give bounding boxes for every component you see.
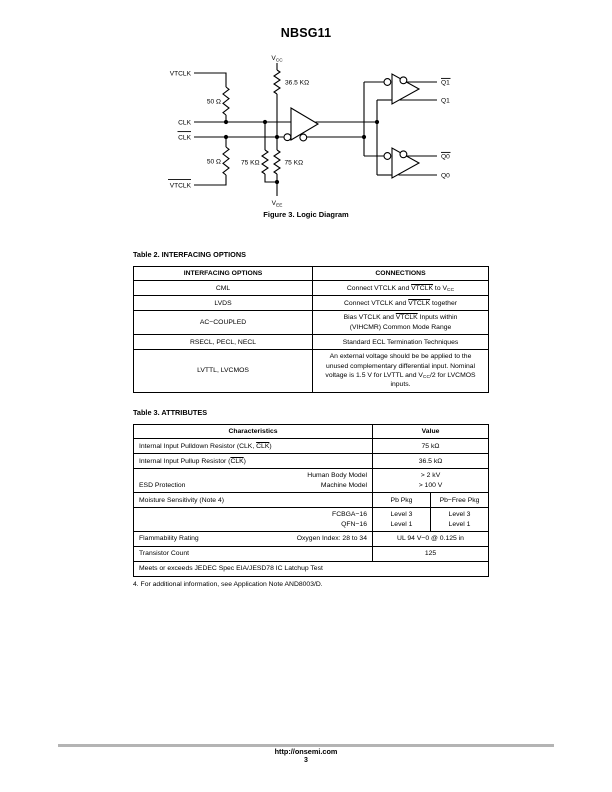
resistor-50-top (223, 87, 229, 115)
characteristic-cell: Internal Input Pulldown Resistor (CLK, $\overline{CLK}$) (134, 439, 373, 454)
inversion-bubble (400, 151, 407, 158)
connection-cell: Standard ECL Termination Techniques (313, 335, 489, 350)
package-names-cell: FCBGA−16 QFN−16 (134, 508, 373, 532)
characteristic-cell: Moisture Sensitivity (Note 4) (134, 493, 373, 508)
table-header-row (134, 425, 489, 439)
attributes-table (133, 424, 489, 577)
table2-title: Table 2. INTERFACING OPTIONS (133, 250, 246, 259)
inversion-bubble (400, 77, 407, 84)
resistor-75-right-label: 75 KΩ (284, 159, 303, 167)
vtclk-wire (194, 73, 226, 87)
column-header: INTERFACING OPTIONS (134, 267, 313, 281)
inversion-bubble (284, 134, 291, 141)
pbfree-pkg-header-cell: Pb−Free Pkg (431, 493, 489, 508)
resistor-75-left (262, 150, 268, 174)
resistor-75-left-label: 75 KΩ (241, 159, 260, 167)
page-title: NBSG11 (280, 26, 332, 40)
q1b-label: Q1 (441, 79, 450, 87)
vtclk-label: VTCLK (169, 70, 191, 78)
option-cell: LVDS (134, 296, 313, 311)
characteristic-cell (134, 532, 373, 547)
value-cell: > 2 kV > 100 V (373, 469, 489, 493)
clkb-label: CLK (178, 134, 191, 142)
clk-label: CLK (178, 119, 191, 127)
table-row (134, 335, 489, 350)
value-cell: 125 (373, 547, 489, 562)
option-cell: CML (134, 281, 313, 296)
resistor-50-top-label: 50 Ω (206, 98, 221, 106)
vtclkb-wire (194, 175, 226, 185)
table3-title: Table 3. ATTRIBUTES (133, 408, 208, 417)
value-cell: UL 94 V−0 @ 0.125 in (373, 532, 489, 547)
vee-label: $V_{EE}$ (271, 200, 283, 208)
page-number: 3 (304, 757, 308, 764)
inversion-bubble (384, 153, 391, 160)
connection-cell: Bias VTCLK and VTCLK Inputs within (VIHCMR) Common Mode Range (313, 311, 489, 335)
table-row (134, 469, 489, 493)
jedec-note-cell: Meets or exceeds JEDEC Spec EIA/JESD78 IC Latchup Test (134, 562, 489, 577)
esd-label: ESD Protection (139, 481, 186, 489)
interfacing-options-table (133, 266, 489, 393)
logic-diagram (0, 0, 612, 230)
q0-label: Q0 (441, 172, 450, 180)
vcc-label: $V_{CC}$ (271, 55, 283, 63)
value-cell: 75 kΩ (373, 439, 489, 454)
column-header: Value (373, 425, 489, 439)
footer-url: http://onsemi.com (274, 747, 338, 756)
characteristic-cell: Internal Input Pullup Resistor $(\overline{CLK})$ (134, 454, 373, 469)
esd-model: Human Body Model (307, 472, 367, 480)
column-header: CONNECTIONS (313, 267, 489, 281)
inversion-bubble (300, 134, 307, 141)
characteristic-cell: Transistor Count (134, 547, 373, 562)
table3-footnote: 4. For additional information, see Application Note AND8003/D. (133, 581, 323, 588)
column-header: Characteristics (134, 425, 373, 439)
resistor-36k-label: 36.5 KΩ (285, 79, 309, 87)
pb-level-cell: Level 3 Level 1 (373, 508, 431, 532)
table-row (134, 281, 489, 296)
connection-cell: Connect VTCLK and VTCLK to $V_{CC}$ (313, 281, 489, 296)
table-row (134, 296, 489, 311)
oxygen-index: Oxygen Index: 28 to 34 (296, 535, 367, 543)
connection-cell: An external voltage should be be applied to the unused complementary differential input. Nominal voltage is 1.5 V for LVTTL and $V_{CC}/2$ for LVCMOS inputs. (313, 350, 489, 393)
table-row (134, 493, 489, 508)
characteristic-cell (134, 469, 373, 493)
option-cell: AC−COUPLED (134, 311, 313, 335)
resistor-75-right (274, 150, 280, 174)
table-row (134, 547, 489, 562)
q1-label: Q1 (441, 97, 450, 105)
table-row (134, 454, 489, 469)
option-cell: RSECL, PECL, NECL (134, 335, 313, 350)
table-row (134, 311, 489, 335)
resistor-36k (274, 70, 280, 94)
resistor-50-bottom (223, 147, 229, 175)
pb-pkg-header-cell: Pb Pkg (373, 493, 431, 508)
value-cell: 36.5 kΩ (373, 454, 489, 469)
pbfree-level-cell: Level 3 Level 1 (431, 508, 489, 532)
esd-model: Machine Model (320, 481, 367, 489)
table-row (134, 439, 489, 454)
table-row (134, 350, 489, 393)
inversion-bubble (384, 79, 391, 86)
figure-caption: Figure 3. Logic Diagram (263, 210, 349, 219)
resistor-50-bottom-label: 50 Ω (206, 158, 221, 166)
option-cell: LVTTL, LVCMOS (134, 350, 313, 393)
table-row (134, 562, 489, 577)
table-row (134, 508, 489, 532)
table-header-row (134, 267, 489, 281)
flammability-label: Flammability Rating (139, 535, 199, 543)
vtclkb-label: VTCLK (169, 182, 191, 190)
connection-cell: Connect VTCLK and VTCLK together (313, 296, 489, 311)
q0b-label: Q0 (441, 153, 450, 161)
table-row (134, 532, 489, 547)
